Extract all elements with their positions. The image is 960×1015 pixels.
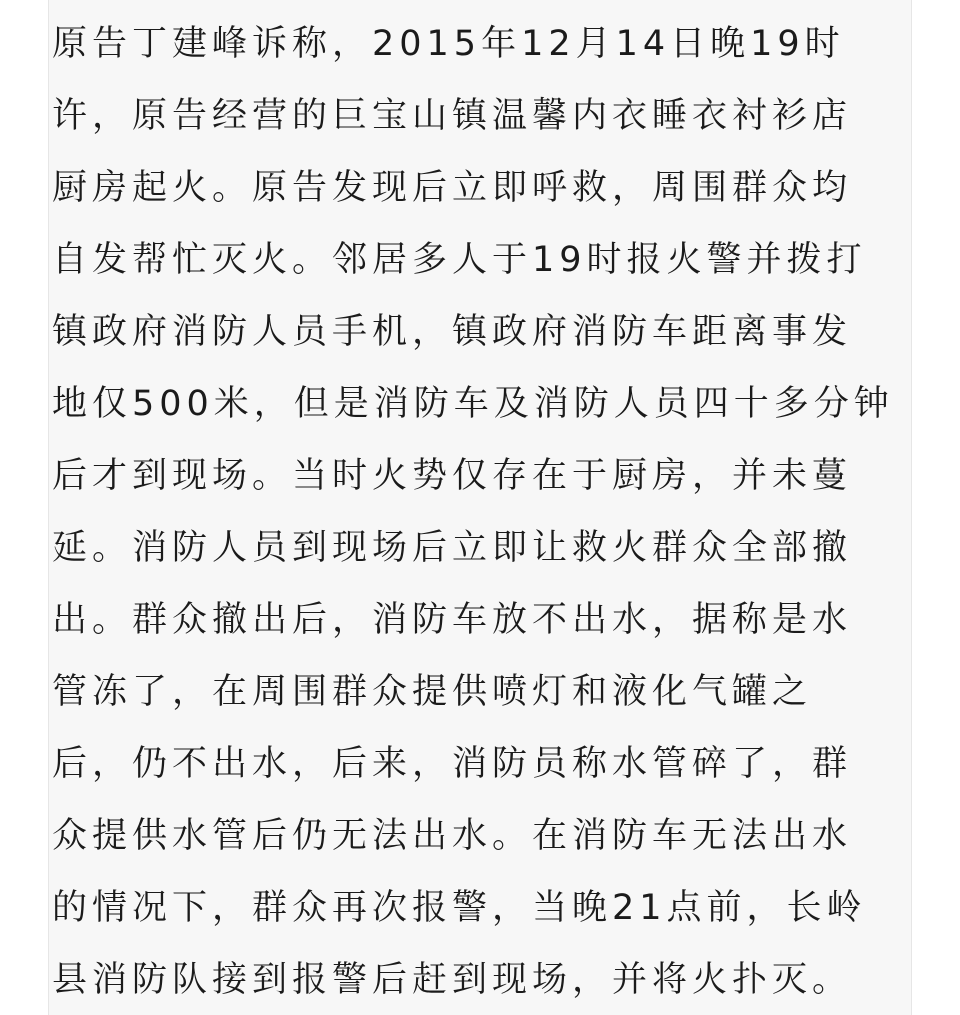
- article-line: 管冻了，在周围群众提供喷灯和液化气罐之: [52, 672, 813, 712]
- article-line: 厨房起火。原告发现后立即呼救，周围群众均: [52, 168, 853, 208]
- article-line: 县消防队接到报警后赶到现场，并将火扑灭。: [52, 960, 853, 1000]
- article-line: 延。消防人员到现场后立即让救火群众全部撤: [52, 528, 853, 568]
- article-line: 众提供水管后仍无法出水。在消防车无法出水: [52, 816, 853, 856]
- article-line: 许，原告经营的巨宝山镇温馨内衣睡衣衬衫店: [52, 96, 853, 136]
- article-body: [52, 8, 902, 1015]
- article-line: 出。群众撤出后，消防车放不出水，据称是水: [52, 600, 853, 640]
- article-line: 后，仍不出水，后来，消防员称水管碎了，群: [52, 744, 853, 784]
- article-line: 镇政府消防人员手机，镇政府消防车距离事发: [52, 312, 853, 352]
- article-line: 自发帮忙灭火。邻居多人于19时报火警并拨打: [52, 240, 867, 280]
- article-line: 的情况下，群众再次报警，当晚21点前，长岭: [52, 888, 867, 928]
- article-line: 地仅500米，但是消防车及消防人员四十多分钟: [52, 384, 894, 424]
- article-line: 原告丁建峰诉称，2015年12月14日晚19时: [52, 24, 845, 64]
- article-line: 后才到现场。当时火势仅存在于厨房，并未蔓: [52, 456, 853, 496]
